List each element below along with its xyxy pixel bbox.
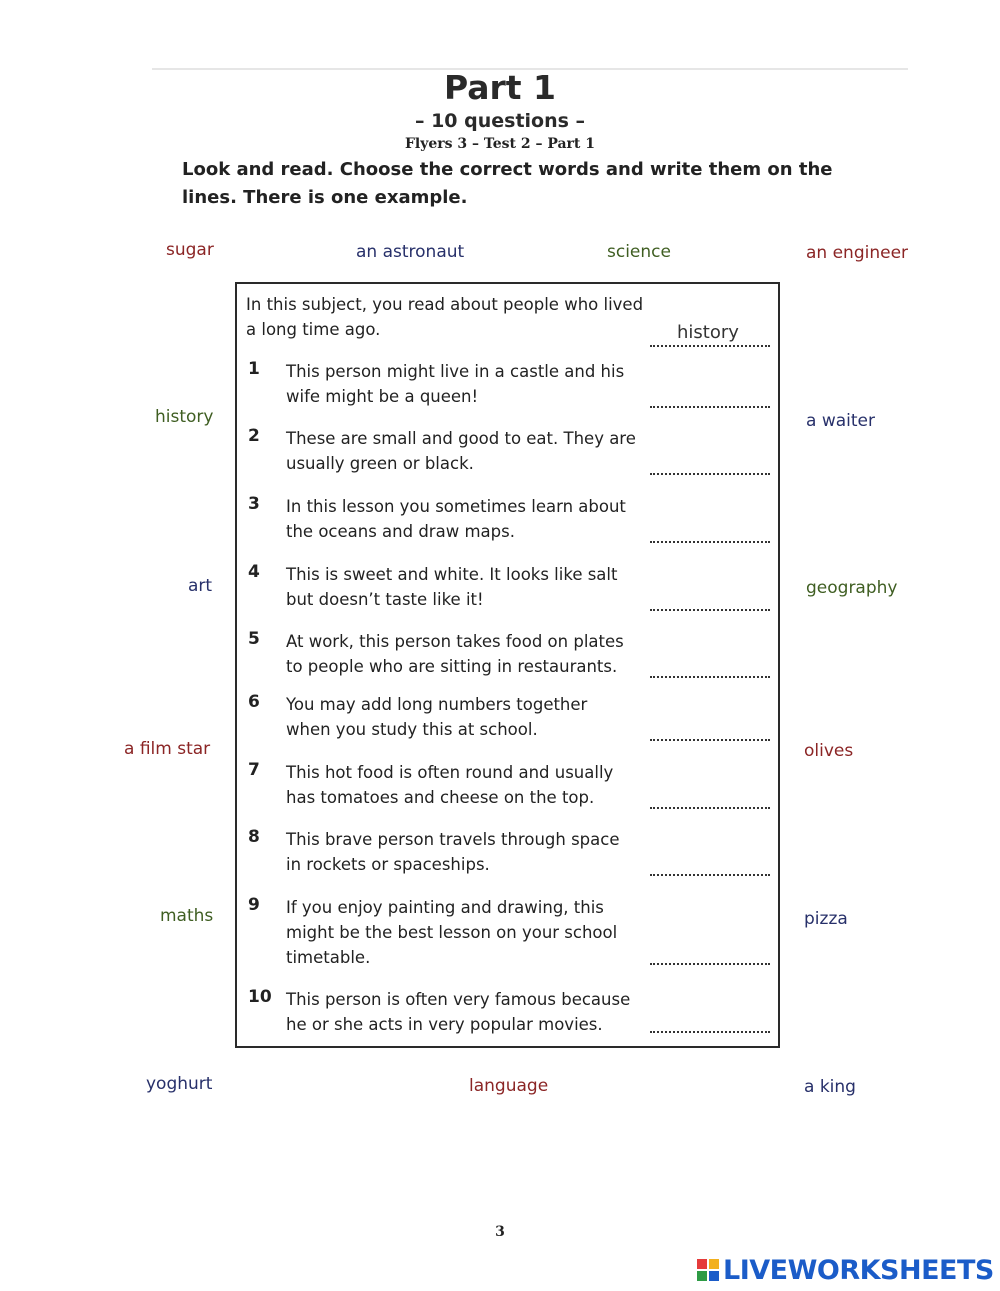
question-number: 6 bbox=[248, 692, 260, 712]
question-text: In this lesson you sometimes learn about the oceans and draw maps. bbox=[286, 497, 626, 541]
question-box bbox=[235, 282, 780, 1048]
question-text: This brave person travels through space in rockets or spaceships. bbox=[286, 830, 620, 874]
question-text: This is sweet and white. It looks like salt but doesn’t taste like it! bbox=[286, 565, 618, 609]
page-subtitle: – 10 questions – bbox=[414, 110, 586, 132]
word-bank-item: history bbox=[155, 407, 214, 427]
page-title: Part 1 bbox=[443, 68, 557, 107]
question-number: 3 bbox=[248, 494, 260, 514]
word-bank-item: maths bbox=[160, 906, 214, 926]
word-bank-item: yoghurt bbox=[146, 1074, 213, 1094]
word-bank-item: art bbox=[188, 576, 213, 596]
answer-line[interactable] bbox=[650, 471, 770, 475]
question-text: You may add long numbers together when you study this at school. bbox=[286, 695, 588, 739]
question-text: These are small and good to eat. They are usually green or black. bbox=[286, 429, 636, 473]
answer-line[interactable] bbox=[650, 872, 770, 876]
word-bank-item: sugar bbox=[166, 240, 214, 260]
answer-line[interactable] bbox=[650, 607, 770, 611]
question-text: This person might live in a castle and his wife might be a queen! bbox=[286, 362, 625, 406]
word-bank-item: geography bbox=[806, 578, 898, 598]
page-number: 3 bbox=[495, 1224, 505, 1240]
brand-name: LIVEWORKSHEETS bbox=[723, 1254, 994, 1286]
answer-line[interactable] bbox=[650, 539, 770, 543]
question-text: If you enjoy painting and drawing, this might be the best lesson on your school timetable. bbox=[286, 898, 618, 967]
liveworksheets-logo[interactable] bbox=[697, 1255, 994, 1285]
test-reference: Flyers 3 – Test 2 – Part 1 bbox=[404, 136, 596, 152]
answer-line[interactable] bbox=[650, 805, 770, 809]
question-text: At work, this person takes food on plates to people who are sitting in restaurants. bbox=[286, 632, 624, 676]
instructions: Look and read. Choose the correct words and write them on the lines. There is one example. bbox=[182, 159, 833, 208]
question-number: 2 bbox=[248, 426, 260, 446]
question-number: 8 bbox=[248, 827, 260, 847]
question-number: 4 bbox=[248, 562, 260, 582]
answer-line[interactable] bbox=[650, 404, 770, 408]
word-bank-item: an engineer bbox=[806, 243, 909, 263]
question-number: 5 bbox=[248, 629, 260, 649]
word-bank-item: an astronaut bbox=[356, 242, 465, 262]
answer-line[interactable] bbox=[650, 1029, 770, 1033]
example-answer: history bbox=[677, 322, 739, 343]
question-number: 9 bbox=[248, 895, 260, 915]
question-number: 1 bbox=[248, 359, 260, 379]
question-number: 10 bbox=[248, 987, 272, 1007]
word-bank-item: pizza bbox=[804, 909, 848, 929]
answer-line[interactable] bbox=[650, 737, 770, 741]
answer-line[interactable] bbox=[650, 961, 770, 965]
question-text: This person is often very famous because he or she acts in very popular movies. bbox=[286, 990, 631, 1034]
word-bank-item: language bbox=[469, 1076, 549, 1096]
word-bank-item: a waiter bbox=[806, 411, 875, 431]
word-bank-item: science bbox=[607, 242, 671, 262]
logo-blocks-icon bbox=[697, 1259, 719, 1281]
word-bank-item: a king bbox=[804, 1077, 856, 1097]
question-number: 7 bbox=[248, 760, 260, 780]
word-bank-item: a film star bbox=[124, 739, 211, 759]
question-text: This hot food is often round and usually has tomatoes and cheese on the top. bbox=[286, 763, 614, 807]
word-bank-item: olives bbox=[804, 741, 854, 761]
answer-line[interactable] bbox=[650, 343, 770, 347]
question-text: In this subject, you read about people who lived a long time ago. bbox=[246, 295, 644, 339]
answer-line[interactable] bbox=[650, 674, 770, 678]
